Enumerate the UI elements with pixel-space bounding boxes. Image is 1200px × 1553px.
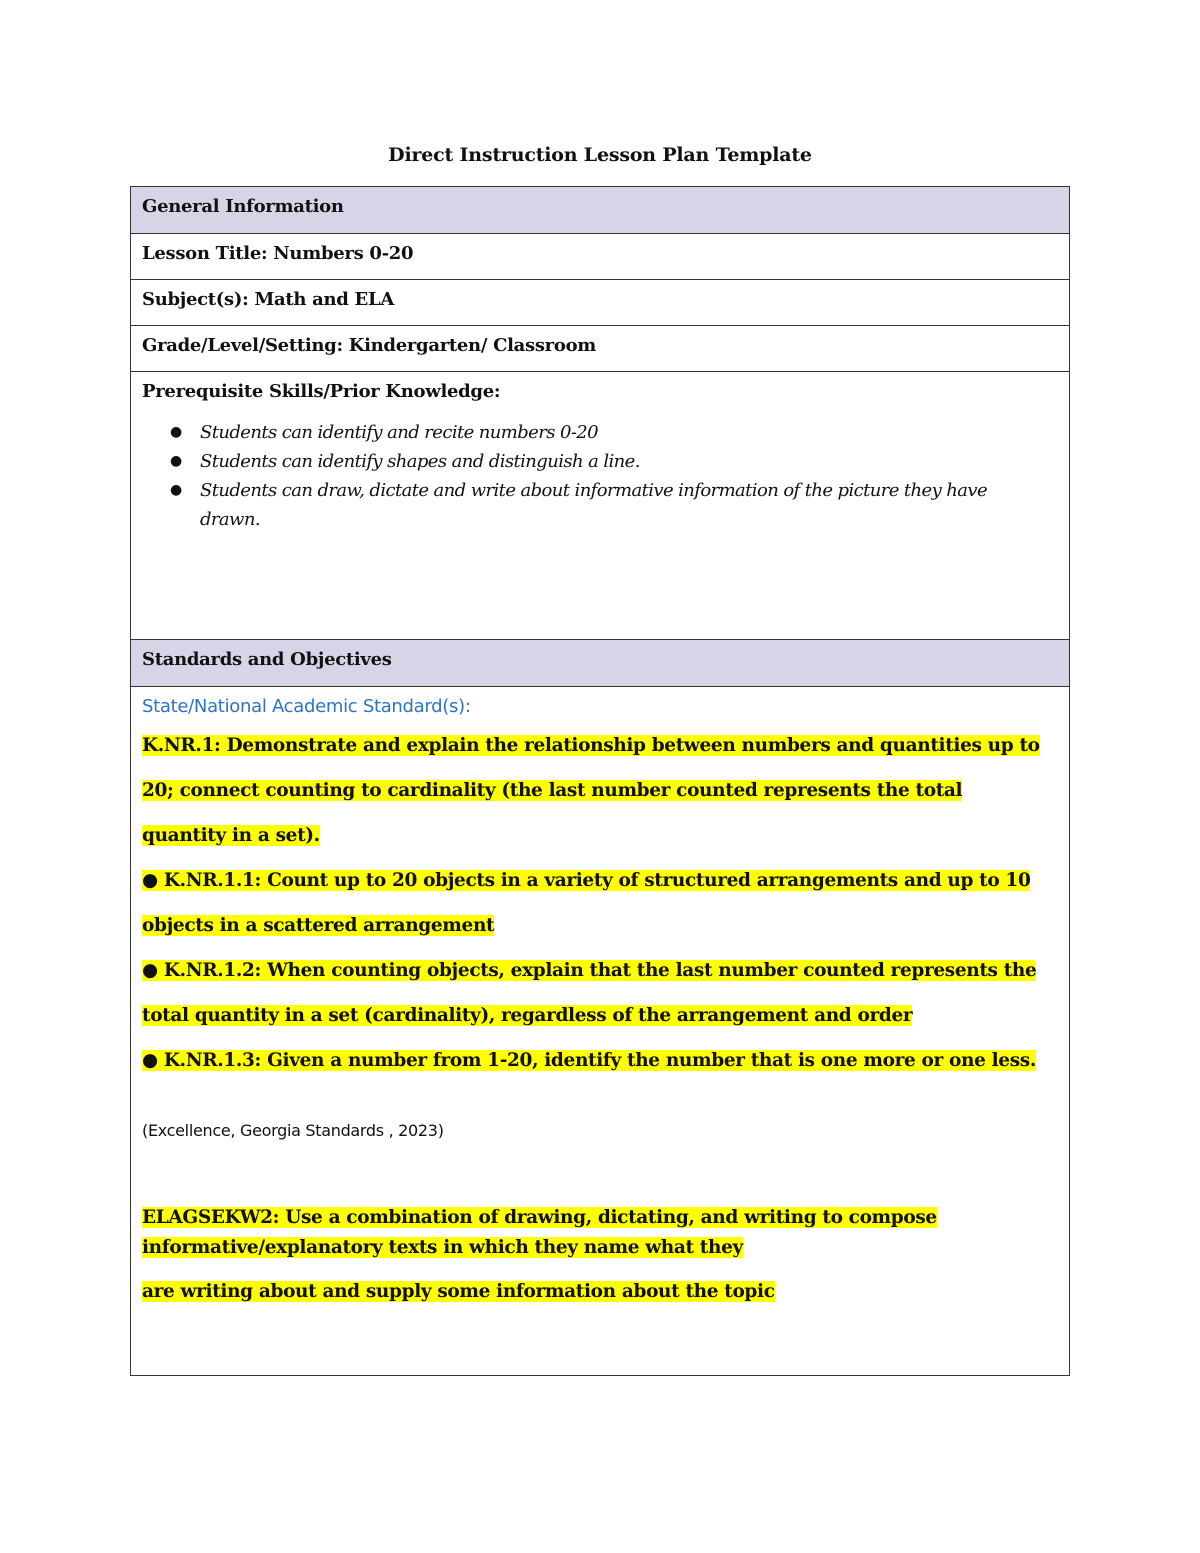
standard-line-text: K.NR.1: Demonstrate and explain the relationship between numbers and quantities up to [142, 735, 1040, 756]
list-item [170, 476, 1058, 534]
standard-line [142, 1277, 1058, 1307]
list-item-text: Students can draw, dictate and write about informative information of the picture they have drawn. [200, 480, 988, 530]
standard-line-text: ● K.NR.1.3: Given a number from 1-20, identify the number that is one more or one less. [142, 1050, 1036, 1071]
lesson-plan-table [130, 186, 1070, 1376]
standard-line-text: objects in a scattered arrangement [142, 915, 495, 936]
standard-line [142, 1038, 1058, 1083]
standard-line [142, 903, 1058, 948]
prerequisite-skills-row [131, 372, 1069, 640]
standard-line [142, 768, 1058, 813]
standards-objectives-header-text: Standards and Objectives [142, 649, 392, 670]
list-item-text: Students can identify and recite numbers 0-20 [200, 422, 599, 443]
standard-line-text: ● K.NR.1.1: Count up to 20 objects in a variety of structured arrangements and up to 10 [142, 870, 1031, 891]
subjects-row [131, 280, 1069, 326]
standard-line [142, 858, 1058, 903]
grade-level-setting-row [131, 326, 1069, 372]
standard-line-text: 20; connect counting to cardinality (the last number counted represents the total [142, 780, 963, 801]
standard-line [142, 1203, 1058, 1233]
math-standards-block [142, 723, 1058, 1083]
list-item [170, 418, 1058, 447]
standards-label: State/National Academic Standard(s): [142, 696, 471, 717]
standards-row [131, 687, 1069, 1375]
document-title: Direct Instruction Lesson Plan Template [388, 144, 812, 166]
lesson-title-text: Lesson Title: Numbers 0-20 [142, 243, 414, 264]
standard-line-text: total quantity in a set (cardinality), regardless of the arrangement and order [142, 1005, 913, 1026]
prerequisite-skills-list [142, 418, 1058, 534]
standard-line [142, 813, 1058, 858]
standards-citation: (Excellence, Georgia Standards , 2023) [142, 1121, 444, 1140]
subjects-text: Subject(s): Math and ELA [142, 289, 394, 310]
standard-line [142, 723, 1058, 768]
bullet-icon: ● [170, 453, 182, 469]
general-information-header [131, 187, 1069, 234]
grade-level-setting-text: Grade/Level/Setting: Kindergarten/ Classroom [142, 335, 597, 356]
standard-line-text: ELAGSEKW2: Use a combination of drawing, dictating, and writing to compose [142, 1207, 937, 1228]
standards-objectives-header [131, 640, 1069, 687]
standard-line-text: are writing about and supply some information about the topic [142, 1281, 775, 1302]
standard-line [142, 1233, 1058, 1263]
list-item [170, 447, 1058, 476]
standard-line-text: quantity in a set). [142, 825, 320, 846]
ela-standard-block [142, 1203, 1058, 1307]
standard-line [142, 948, 1058, 993]
lesson-title-row [131, 234, 1069, 280]
general-information-header-text: General Information [142, 196, 344, 217]
standard-line-text: ● K.NR.1.2: When counting objects, explain that the last number counted represents the [142, 960, 1037, 981]
standard-line [142, 993, 1058, 1038]
standard-line-text: informative/explanatory texts in which they name what they [142, 1237, 743, 1258]
bullet-icon: ● [170, 482, 182, 498]
list-item-text: Students can identify shapes and distinguish a line. [200, 451, 640, 472]
prerequisite-skills-label: Prerequisite Skills/Prior Knowledge: [142, 381, 501, 402]
bullet-icon: ● [170, 424, 182, 440]
